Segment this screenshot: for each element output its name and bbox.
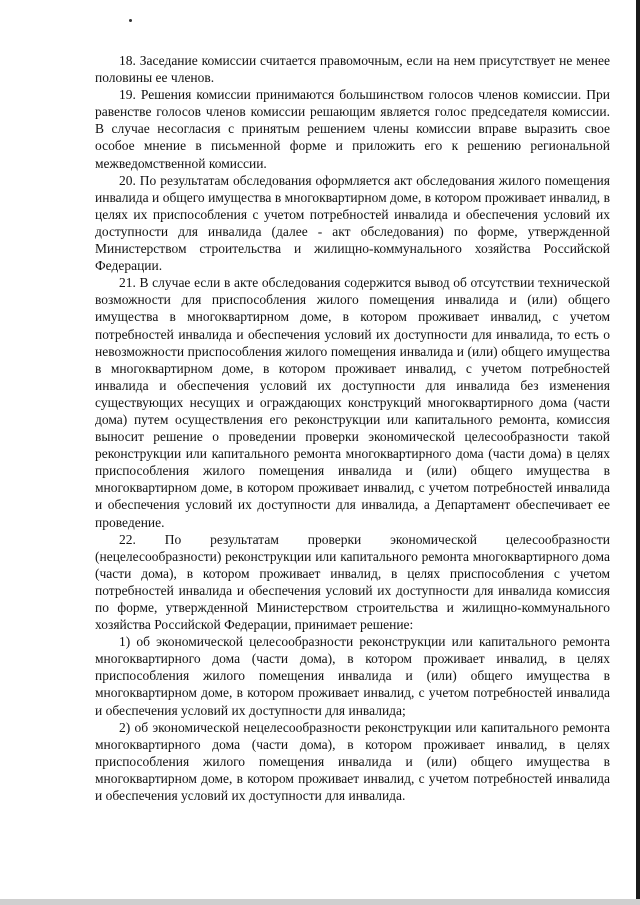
list-item-1: 1) об экономической целесообразности реконструкции или капитального ремонта многоквартирного дома (части дома), в котором проживает инвалид, в целях приспособления жилого помещения инвалида и (или) общего имущества в многоквартирном доме, в котором проживает инвалид, с учетом потребностей инвалида и обеспечения условий их доступности для инвалида; xyxy=(95,634,610,718)
paragraph-18: 18. Заседание комиссии считается правомочным, если на нем присутствует не менее половины ее членов. xyxy=(95,53,610,86)
scan-border-bottom xyxy=(0,899,640,905)
scan-speck xyxy=(129,19,132,22)
paragraph-20: 20. По результатам обследования оформляется акт обследования жилого помещения инвалида и общего имущества в многоквартирном доме, в котором проживает инвалид, в целях их приспособления с учетом потребностей инвалида и обеспечения условий их доступности для инвалида (далее - акт обследования) по форме, утвержденной Министерством строительства и жилищно-коммунального хозяйства Российской Федерации. xyxy=(95,172,610,274)
document-page xyxy=(95,52,610,804)
list-item-2: 2) об экономической нецелесообразности реконструкции или капитального ремонта многоквартирного дома (части дома), в котором проживает инвалид, в целях приспособления жилого помещения инвалида и (или) общего имущества в многоквартирном доме, в котором проживает инвалид, с учетом потребностей инвалида и обеспечения условий их доступности для инвалида. xyxy=(95,719,610,804)
paragraph-21: 21. В случае если в акте обследования содержится вывод об отсутствии технической возможности для приспособления жилого помещения инвалида и (или) общего имущества в многоквартирном доме, в котором проживает инвалид, с учетом потребностей инвалида и обеспечения условий их доступности для инвалида, то есть о невозможности приспособления жилого помещения инвалида и (или) общего имущества в многоквартирном доме, в котором проживает инвалид, с учетом потребностей инвалида и обеспечения условий их доступности для инвалида без изменения существующих несущих и ограждающих конструкций многоквартирного дома (части дома) путем осуществления его реконструкции или капитального ремонта, комиссия выносит решение о проведении проверки экономической целесообразности такой реконструкции или капитального ремонта многоквартирного дома (части дома) в целях приспособления жилого помещения инвалида и (или) общего имущества в многоквартирном доме, в котором проживает инвалид, с учетом потребностей инвалида и обеспечения условий их доступности для инвалида, а Департамент обеспечивает ее проведение. xyxy=(95,275,610,530)
paragraph-19: 19. Решения комиссии принимаются большинством голосов членов комиссии. При равенстве голосов членов комиссии решающим является голос председателя комиссии. В случае несогласия с принятым решением члены комиссии вправе выразить свое особое мнение в письменной форме и приложить его к решению региональной межведомственной комиссии. xyxy=(95,87,610,171)
paragraph-22: 22. По результатам проверки экономической целесообразности (нецелесообразности) реконструкции или капитального ремонта многоквартирного дома (части дома), в котором проживает инвалид, в целях приспособления с учетом потребностей инвалида и обеспечения условий их доступности для инвалида комиссия по форме, утвержденной Министерством строительства и жилищно-коммунального хозяйства Российской Федерации, принимает решение: xyxy=(95,531,610,633)
scan-border-right xyxy=(636,0,640,905)
